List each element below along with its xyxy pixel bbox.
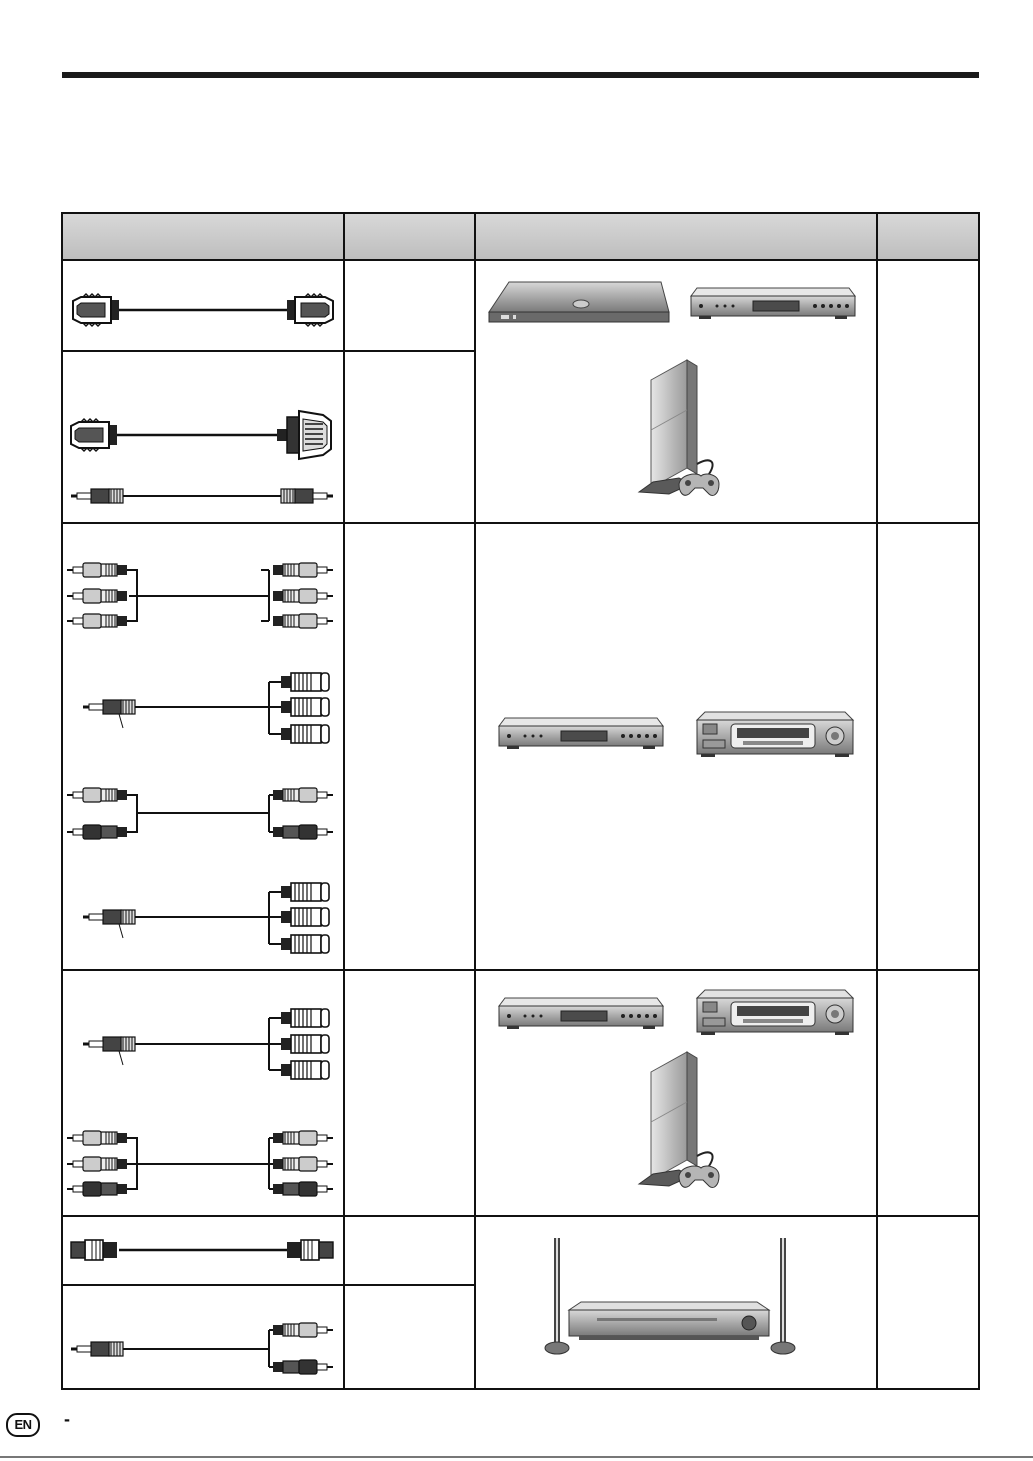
table-grid <box>62 213 979 1389</box>
vcr-icon <box>697 712 853 757</box>
hdmi-cable <box>73 294 333 326</box>
dvd-player-icon <box>691 288 855 319</box>
av-minijack-cable-a <box>83 673 329 743</box>
language-badge: EN <box>6 1413 40 1437</box>
page-number-dash: - <box>64 1409 70 1429</box>
stereo-minijack-cable <box>71 489 333 503</box>
audio-rca-cable <box>67 788 333 839</box>
av-amplifier-icon <box>545 1238 795 1354</box>
game-console-icon <box>639 360 719 496</box>
connection-table <box>61 212 981 1392</box>
dvd-player-icon <box>499 998 663 1029</box>
game-console-icon <box>639 1052 719 1188</box>
component-cable <box>127 570 269 621</box>
minijack-to-rca-cable <box>71 1323 333 1374</box>
vcr-icon <box>697 990 853 1035</box>
bottom-rule <box>0 1456 1033 1458</box>
composite-av-cable <box>67 1131 333 1196</box>
hdmi-dvi-cable <box>71 411 331 459</box>
optical-audio-cable <box>71 1240 333 1260</box>
table-header-band <box>62 213 979 260</box>
av-minijack-cable-b <box>83 883 329 953</box>
dvd-player-icon <box>499 718 663 749</box>
blu-ray-player-icon <box>489 282 669 322</box>
av-minijack-cable-c <box>83 1009 329 1079</box>
top-rule <box>62 72 979 78</box>
